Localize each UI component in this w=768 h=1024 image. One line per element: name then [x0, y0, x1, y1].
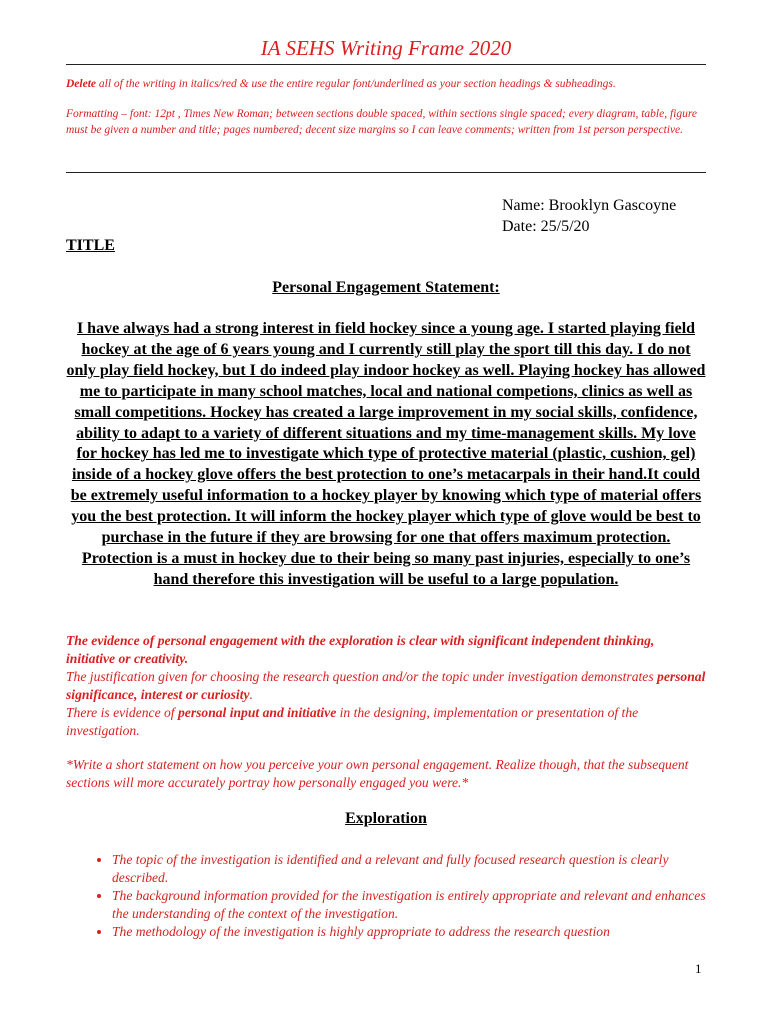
personal-engagement-statement: I have always had a strong interest in field hockey since a young age. I started playing field hockey at the age of 6 years young and I currently still play the sport till this day. I do not only play field hockey, but I do indeed play indoor hockey as well. Playing hockey has allowed me to participate in many school matches, local and national competions, clinics as well as small competitions. Hockey has created a large improvement in my social skills, confidence, ability to adapt to a variety of different situations and my time-management skills. My love for hockey has led me to investigate which type of protective material (plastic, cushion, gel) inside of a hockey glove offers the best protection to one’s metacarpals in their hand.It could be extremely useful information to a hockey player by knowing which type of material offers you the best protection. It will inform the hockey player which type of glove would be best to purchase in the future if they are browsing for one that offers maximum protection. Protection is a must in hockey due to their being so many past injuries, especially to one’s hand therefore this investigation will be useful to a large population.: [66, 320, 706, 588]
personal-engagement-heading: Personal Engagement Statement:: [272, 279, 500, 296]
student-name: Name: Brooklyn Gascoyne: [502, 197, 677, 214]
student-info: [502, 195, 676, 237]
list-item: • The topic of the investigation is identified and a relevant and fully focused research question is clearly described.: [112, 851, 712, 887]
criteria-line-2-text: The justification given for choosing the research question and/or the topic under investigation demonstrates: [66, 669, 658, 684]
list-item: • The methodology of the investigation is highly appropriate to address the research question: [112, 923, 712, 941]
formatting-instruction: Formatting – font: 12pt , Times New Roman; between sections double spaced, within sections single spaced; every diagram, table, figure must be given a number and title; pages numbered; decent size margins so I can leave comments; written from 1st person perspective.: [66, 108, 698, 136]
assessment-criteria: [66, 632, 706, 740]
exploration-heading: Exploration: [345, 810, 427, 827]
delete-instruction: [66, 76, 706, 92]
title-divider: [66, 64, 706, 65]
submission-date: Date: 25/5/20: [502, 218, 590, 235]
delete-instruction-text: all of the writing in italics/red & use the entire regular font/underlined as your section headings & subheadings.: [96, 78, 616, 90]
engagement-note: *Write a short statement on how you perceive your own personal engagement. Realize though, that the subsequent sections will more accurately portray how personally engaged you were.*: [66, 757, 689, 790]
list-item: • The background information provided for the investigation is entirely appropriate and relevant and enhances the understanding of the context of the investigation.: [112, 887, 712, 923]
criteria-line-1: The evidence of personal engagement with the exploration is clear with significant independent thinking, initiative or creativity.: [66, 633, 655, 666]
page-number: 1: [695, 961, 702, 976]
criteria-line-3: [66, 704, 706, 740]
criteria-line-2: [66, 668, 706, 704]
criteria-line-3-end: in the designing, implementation or presentation of the investigation.: [66, 705, 639, 738]
criteria-line-3-text: There is evidence of: [66, 705, 178, 720]
title-heading: TITLE: [66, 237, 115, 254]
criteria-line-2-emphasis: personal significance, interest or curiosity: [66, 669, 706, 702]
instructions-divider: [66, 172, 706, 173]
document-title: IA SEHS Writing Frame 2020: [260, 36, 512, 60]
criteria-line-2-end: .: [249, 687, 253, 702]
delete-word: Delete: [66, 78, 97, 90]
criteria-line-3-emphasis: personal input and initiative: [177, 705, 337, 720]
exploration-criteria-list: [86, 851, 712, 941]
